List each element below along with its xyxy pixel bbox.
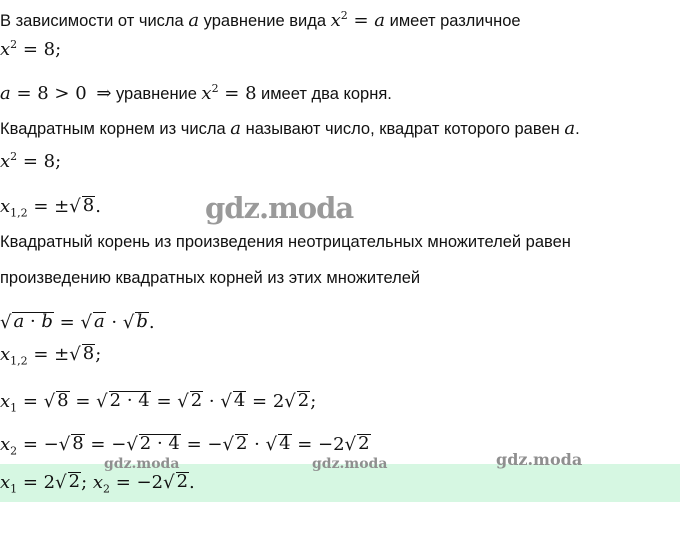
math-equation: $x^2 = a$ [330,9,386,31]
watermark-main: gdz.moda [205,191,354,225]
math-line-x2: $x_2$ = − √ 8 = − √ 2 · 4 = − √ 2 · √ 4 = −2 √ 2 [0,433,370,458]
math-line-answer: $x_1 = 2$ √ 2 ; $x_2 = -2$ √ 2 . [0,471,195,496]
definition-text-2: называют число, квадрат которого равен [245,120,560,138]
math-a-2: a [230,118,241,139]
math-a-3: a [564,118,576,139]
math-condition: a = 8 > 0 ⇒ [0,83,112,104]
intro-text-3: имеет различное [389,12,521,30]
math-line-roots-2: $x_{1,2}$ = ± √ 8 ; [0,343,102,368]
intro-text-2: уравнение вида [203,12,327,30]
condition-text-2: имеет два корня. [261,85,392,103]
theorem-line-2: произведению квадратных корней из этих множителей [0,269,421,287]
math-a: a [188,10,200,31]
watermark-small-3: gdz.moda [496,450,583,469]
math-line-x2-eq-8-b: $x^2 = 8$; [0,150,62,172]
condition-line [0,82,392,104]
definition-text-1: Квадратным корнем из числа [0,120,226,138]
math-line-x1: $x_1$ = √ 8 = √ 2 · 4 = √ 2 · √ 4 = 2 √ 2 ; [0,390,317,415]
watermark-small-2: gdz.moda [312,456,388,472]
intro-text-1: В зависимости от числа [0,12,184,30]
math-line-roots: $x_{1,2}$ = ± √ 8 . [0,195,101,220]
definition-line: Квадратным корнем из числа a называют число, квадрат которого равен a. [0,118,580,139]
theorem-line-1: Квадратный корень из произведения неотрицательных множителей равен [0,233,571,251]
math-equation-8: $x^2 = 8$ [201,82,257,104]
math-line-product-rule: √ a · b = √ a · √ b . [0,311,155,333]
watermark-small-1: gdz.moda [104,456,180,472]
intro-line [0,9,521,31]
math-line-x2-eq-8: $x^2 = 8$; [0,38,62,60]
condition-text-1: уравнение [115,85,197,103]
